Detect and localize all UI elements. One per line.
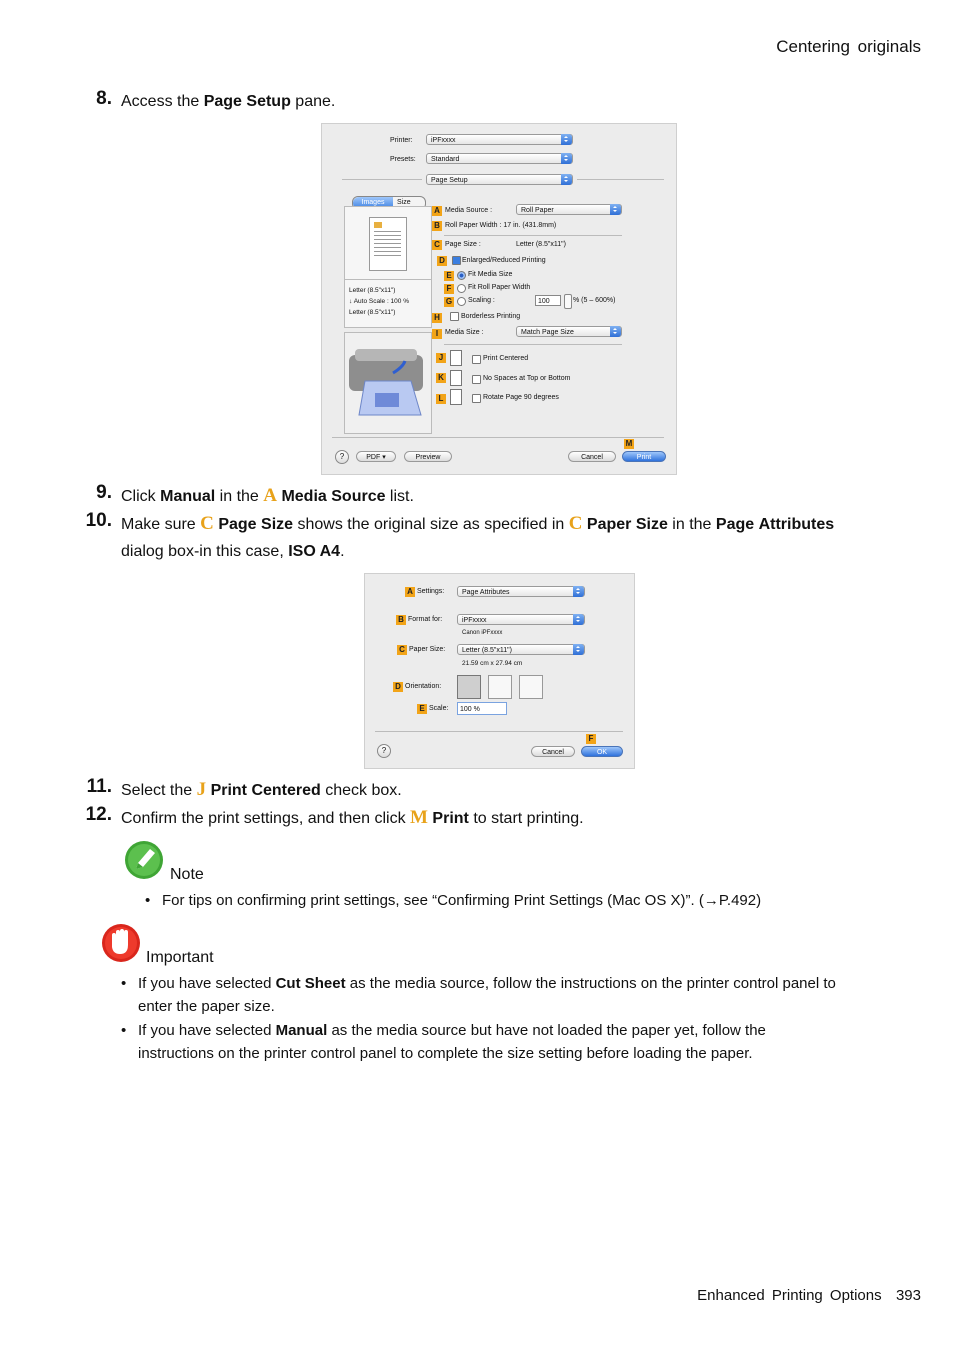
format-sub: Canon iPFxxxx bbox=[462, 630, 503, 636]
no-spaces-icon bbox=[450, 370, 462, 386]
media-size-popup[interactable]: Match Page Size bbox=[516, 326, 622, 337]
callout-j: J bbox=[436, 353, 446, 363]
paper-size-popup[interactable]: Letter (8.5"x11") bbox=[457, 644, 585, 655]
rotate-label: Rotate Page 90 degrees bbox=[483, 394, 559, 401]
step-number: 8. bbox=[96, 88, 112, 109]
page-footer bbox=[697, 1287, 921, 1304]
page-attributes-dialog bbox=[364, 573, 635, 769]
print-centered-checkbox[interactable] bbox=[472, 355, 481, 364]
divider bbox=[342, 179, 422, 180]
page-number: 393 bbox=[895, 1287, 921, 1304]
preview-scale: ↓ Auto Scale : 100 % bbox=[349, 298, 409, 305]
help-icon[interactable]: ? bbox=[335, 450, 349, 464]
no-spaces-label: No Spaces at Top or Bottom bbox=[483, 375, 571, 382]
settings-popup[interactable]: Page Attributes bbox=[457, 586, 585, 597]
callout-e: E bbox=[444, 271, 454, 281]
callout-c: C bbox=[432, 240, 442, 250]
callout-a: A bbox=[432, 206, 442, 216]
preview-box bbox=[344, 206, 432, 328]
paper-size-dimensions: 21.59 cm x 27.94 cm bbox=[462, 660, 523, 667]
fit-roll-label: Fit Roll Paper Width bbox=[468, 284, 531, 291]
fit-media-radio[interactable] bbox=[457, 271, 466, 280]
callout-b: B bbox=[432, 221, 442, 231]
callout-g: G bbox=[445, 297, 453, 306]
print-button[interactable]: Print bbox=[622, 451, 666, 462]
no-spaces-checkbox[interactable] bbox=[472, 375, 481, 384]
page-size-label: Page Size : bbox=[445, 241, 481, 248]
scaling-range: % (5 – 600%) bbox=[573, 297, 616, 304]
callout-h: H bbox=[432, 313, 442, 323]
orientation-label: Orientation: bbox=[405, 683, 442, 690]
preview-output-size: Letter (8.5"x11") bbox=[349, 309, 396, 316]
pdf-button[interactable]: PDF ▾ bbox=[356, 451, 396, 462]
step-number: 10. bbox=[85, 510, 112, 531]
step-text: Click Manual in the A Media Source list. bbox=[121, 485, 414, 506]
paper-size-label: Paper Size: bbox=[409, 646, 446, 653]
callout-m: M bbox=[625, 439, 633, 448]
important-item-2: • If you have selected Manual as the media source but have not loaded the paper yet, follow the instructions on the printer control panel to complete the size setting before loading the paper. bbox=[121, 1022, 766, 1062]
fit-roll-radio[interactable] bbox=[457, 284, 466, 293]
important-item-1: • If you have selected Cut Sheet as the media source, follow the instructions on the printer control panel to enter the paper size. bbox=[121, 975, 836, 1015]
callout-f: F bbox=[444, 284, 454, 294]
pane-popup[interactable]: Page Setup bbox=[426, 174, 573, 185]
scaling-input[interactable]: 100 bbox=[535, 295, 561, 306]
presets-popup[interactable]: Standard bbox=[426, 153, 573, 164]
scaling-label: Scaling : bbox=[468, 297, 495, 304]
landscape-icon[interactable] bbox=[488, 675, 512, 699]
presets-label: Presets: bbox=[390, 156, 416, 163]
step-text: Confirm the print settings, and then click M Print to start printing. bbox=[121, 807, 584, 828]
roll-paper-width: Roll Paper Width : 17 in. (431.8mm) bbox=[445, 222, 557, 229]
borderless-checkbox[interactable] bbox=[450, 312, 459, 321]
scale-input[interactable]: 100 % bbox=[457, 702, 507, 715]
step-number: 9. bbox=[96, 482, 112, 503]
callout-a: A bbox=[405, 587, 415, 597]
callout-c: C bbox=[397, 645, 407, 655]
enlarged-label: Enlarged/Reduced Printing bbox=[462, 257, 546, 264]
printer-label: Printer: bbox=[390, 137, 413, 144]
tab-images[interactable]: Images bbox=[353, 197, 393, 209]
ok-button[interactable]: OK bbox=[581, 746, 623, 757]
callout-d: D bbox=[393, 682, 403, 692]
reverse-landscape-icon[interactable] bbox=[519, 675, 543, 699]
printer-illustration bbox=[344, 332, 432, 434]
borderless-label: Borderless Printing bbox=[461, 313, 521, 320]
important-title: Important bbox=[146, 949, 214, 966]
callout-k: K bbox=[436, 373, 446, 383]
printer-popup[interactable]: iPFxxxx bbox=[426, 134, 573, 145]
note-pencil-icon bbox=[124, 840, 164, 880]
step-text: Access the Page Setup pane. bbox=[121, 93, 336, 110]
step-number: 11. bbox=[86, 776, 112, 797]
scale-label: Scale: bbox=[429, 705, 449, 712]
tab-size[interactable]: Size bbox=[397, 199, 411, 206]
print-centered-icon bbox=[450, 350, 462, 366]
callout-d: D bbox=[437, 256, 447, 266]
fit-media-label: Fit Media Size bbox=[468, 271, 513, 278]
settings-label: Settings: bbox=[417, 588, 445, 595]
portrait-icon[interactable] bbox=[457, 675, 481, 699]
step-text: Select the J Print Centered check box. bbox=[121, 779, 402, 800]
callout-f: F bbox=[586, 734, 596, 744]
divider bbox=[577, 179, 664, 180]
help-icon[interactable]: ? bbox=[377, 744, 391, 758]
media-source-label: Media Source : bbox=[445, 207, 493, 214]
preview-button[interactable]: Preview bbox=[404, 451, 452, 462]
note-item: • For tips on confirming print settings, see “Confirming Print Settings (Mac OS X)”. (→P.492) bbox=[145, 892, 762, 909]
step-text: Make sure C Page Size shows the original size as specified in C Paper Size in the Page Attributes dialog box-in this case, ISO A4. bbox=[121, 513, 835, 560]
cancel-button[interactable]: Cancel bbox=[568, 451, 616, 462]
media-source-popup[interactable]: Roll Paper bbox=[516, 204, 622, 215]
callout-e: E bbox=[417, 704, 427, 714]
running-header: Centering originals bbox=[776, 37, 921, 56]
page-size-value: Letter (8.5"x11") bbox=[516, 241, 566, 248]
step-number: 12. bbox=[85, 804, 112, 825]
footer-section: Enhanced Printing Options bbox=[697, 1287, 882, 1304]
enlarged-checkbox[interactable] bbox=[452, 256, 461, 265]
callout-i: I bbox=[432, 329, 442, 339]
cancel-button[interactable]: Cancel bbox=[531, 746, 575, 757]
preview-source-size: Letter (8.5"x11") bbox=[349, 287, 396, 294]
rotate-checkbox[interactable] bbox=[472, 394, 481, 403]
media-size-label: Media Size : bbox=[445, 329, 484, 336]
rotate-icon bbox=[450, 389, 462, 405]
format-label: Format for: bbox=[408, 616, 443, 623]
important-hand-icon bbox=[101, 923, 141, 963]
scaling-radio[interactable] bbox=[457, 297, 466, 306]
format-popup[interactable]: iPFxxxx bbox=[457, 614, 585, 625]
callout-l: L bbox=[436, 394, 446, 404]
page-setup-dialog bbox=[321, 123, 677, 475]
callout-b: B bbox=[396, 615, 406, 625]
note-title: Note bbox=[170, 866, 204, 883]
printer-icon bbox=[345, 333, 431, 433]
page-preview-icon bbox=[369, 217, 407, 271]
print-centered-label: Print Centered bbox=[483, 355, 529, 362]
scaling-stepper[interactable] bbox=[564, 294, 572, 309]
